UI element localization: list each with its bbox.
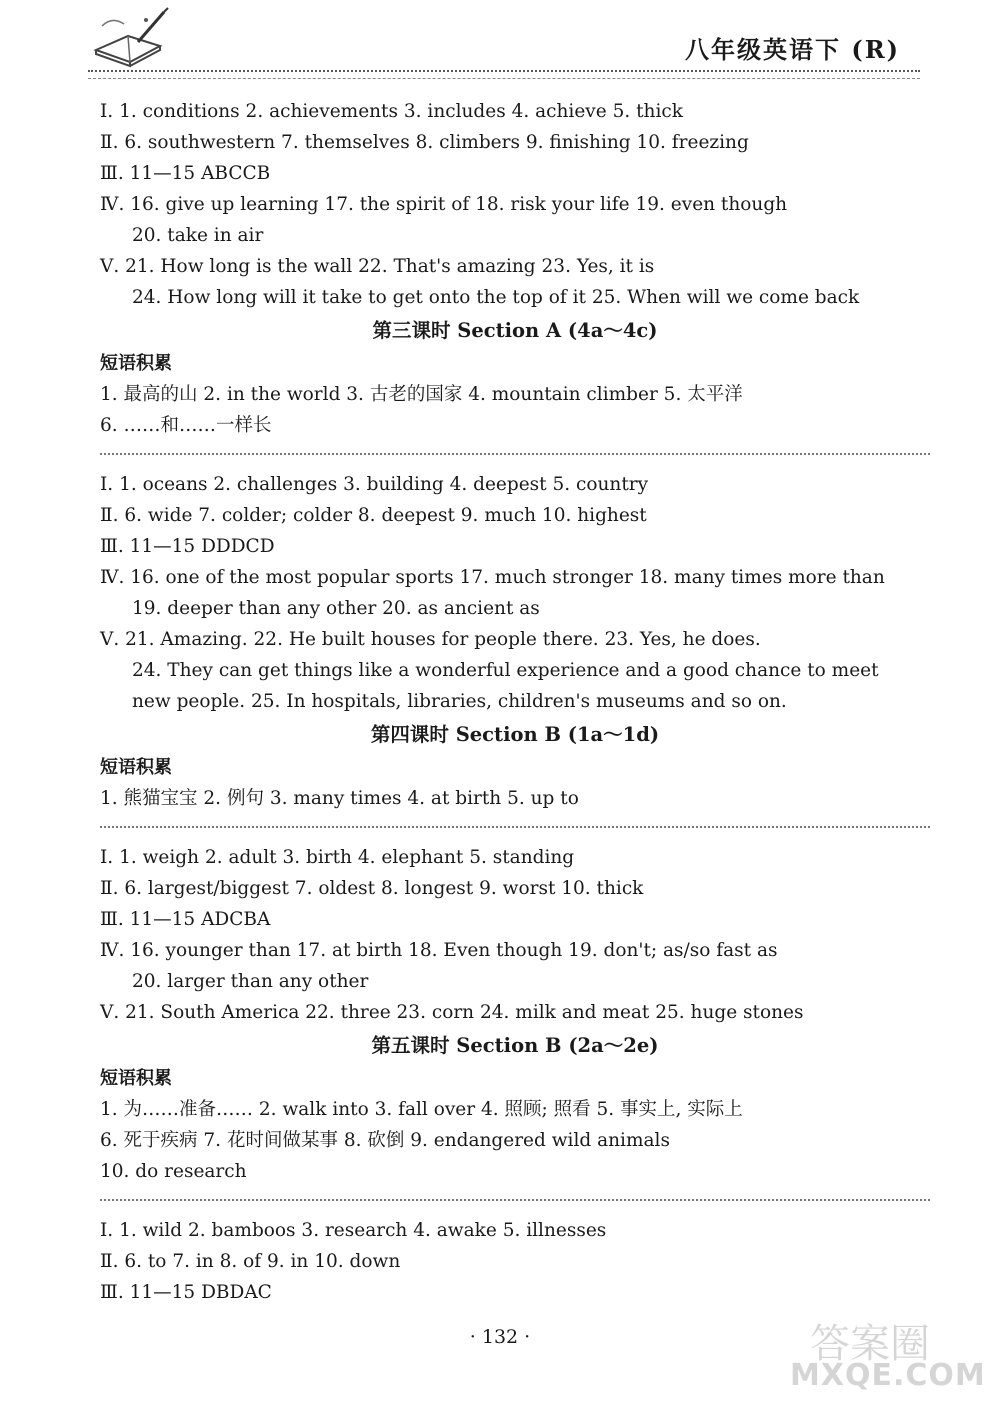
- section-title: 第三课时 Section A (4a～4c): [372, 319, 658, 342]
- answer-line: 1. 最高的山 2. in the world 3. 古老的国家 4. mountain climber 5. 太平洋: [100, 384, 743, 405]
- answer-line: Ⅴ. 21. South America 22. three 23. corn 24. milk and meat 25. huge stones: [100, 1002, 804, 1023]
- answer-line: Ⅱ. 6. to 7. in 8. of 9. in 10. down: [100, 1251, 401, 1272]
- answer-line: Ⅰ. 1. weigh 2. adult 3. birth 4. elephant 5. standing: [100, 847, 575, 868]
- page-number: · 132 ·: [469, 1326, 531, 1348]
- answer-line: Ⅱ. 6. wide 7. colder; colder 8. deepest 9. much 10. highest: [100, 505, 647, 526]
- answer-line: 10. do research: [100, 1161, 247, 1182]
- phrase-label: 短语积累: [100, 1068, 172, 1089]
- answer-line: Ⅴ. 21. How long is the wall 22. That's amazing 23. Yes, it is: [100, 256, 655, 277]
- section-title: 第四课时 Section B (1a～1d): [370, 723, 660, 746]
- answer-line: Ⅰ. 1. conditions 2. achievements 3. includes 4. achieve 5. thick: [100, 101, 683, 122]
- page-header: [0, 0, 1000, 80]
- answer-line: Ⅲ. 11—15 DDDCD: [100, 536, 275, 557]
- phrase-label: 短语积累: [100, 757, 172, 778]
- answer-line: Ⅰ. 1. wild 2. bamboos 3. research 4. awake 5. illnesses: [100, 1220, 607, 1241]
- answer-line: new people. 25. In hospitals, libraries, children's museums and so on.: [132, 691, 787, 712]
- watermark-logo: 答案圈: [810, 1321, 930, 1367]
- header-divider: [88, 70, 920, 79]
- answer-line: 6. ……和……一样长: [100, 415, 272, 436]
- answer-line: Ⅲ. 11—15 DBDAC: [100, 1282, 272, 1303]
- answer-line: Ⅲ. 11—15 ADCBA: [100, 909, 271, 930]
- answer-line: 24. How long will it take to get onto the top of it 25. When will we come back: [132, 287, 860, 308]
- section-title: 第五课时 Section B (2a～2e): [371, 1034, 659, 1057]
- answer-line: 1. 为……准备…… 2. walk into 3. fall over 4. 照顾; 照看 5. 事实上, 实际上: [100, 1099, 743, 1120]
- answer-line: 24. They can get things like a wonderful experience and a good chance to meet: [132, 660, 879, 681]
- answer-line: Ⅳ. 16. give up learning 17. the spirit of 18. risk your life 19. even though: [100, 194, 788, 215]
- watermark: [790, 1312, 986, 1394]
- answer-line: Ⅱ. 6. southwestern 7. themselves 8. climbers 9. finishing 10. freezing: [100, 132, 749, 153]
- dotted-divider: [100, 826, 930, 828]
- answer-line: Ⅳ. 16. younger than 17. at birth 18. Even though 19. don't; as/so fast as: [100, 940, 778, 961]
- answer-line: 20. larger than any other: [132, 971, 369, 992]
- dotted-divider: [100, 453, 930, 455]
- dotted-divider: [100, 1199, 930, 1201]
- answer-line: 19. deeper than any other 20. as ancient as: [132, 598, 540, 619]
- book-title: 八年级英语下 (R): [684, 35, 900, 64]
- answer-line: Ⅴ. 21. Amazing. 22. He built houses for people there. 23. Yes, he does.: [100, 629, 761, 650]
- answer-line: 20. take in air: [132, 225, 264, 246]
- answer-line: Ⅲ. 11—15 ABCCB: [100, 163, 271, 184]
- answer-line: Ⅰ. 1. oceans 2. challenges 3. building 4. deepest 5. country: [100, 474, 649, 495]
- answer-key-content: [100, 96, 930, 1308]
- answer-line: 6. 死于疾病 7. 花时间做某事 8. 砍倒 9. endangered wild animals: [100, 1130, 670, 1151]
- book-pen-logo-icon: [88, 6, 178, 70]
- phrase-label: 短语积累: [100, 353, 172, 374]
- answer-line: 1. 熊猫宝宝 2. 例句 3. many times 4. at birth 5. up to: [100, 788, 579, 809]
- answer-line: Ⅳ. 16. one of the most popular sports 17. much stronger 18. many times more than: [100, 567, 885, 588]
- answer-line: Ⅱ. 6. largest/biggest 7. oldest 8. longest 9. worst 10. thick: [100, 878, 644, 899]
- watermark-text: MXQE.COM: [790, 1358, 986, 1393]
